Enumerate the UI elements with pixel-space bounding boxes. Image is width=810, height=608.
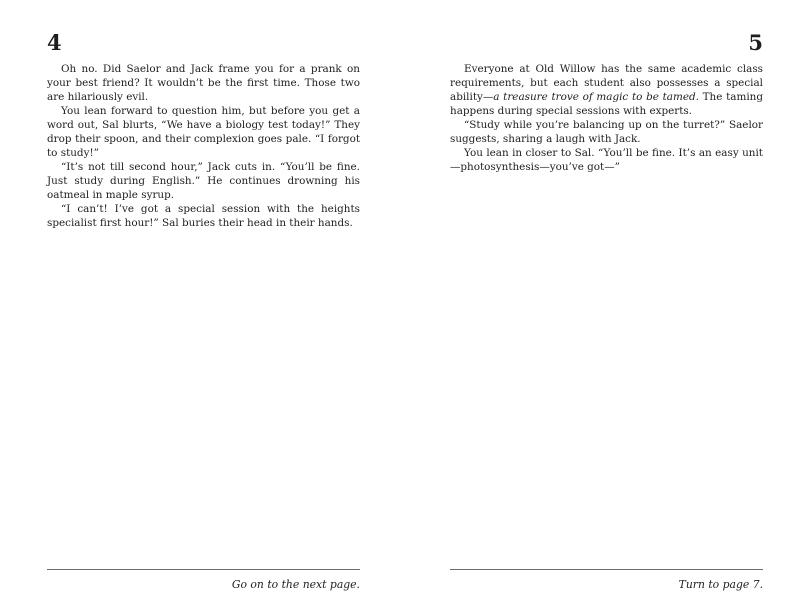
paragraph: You lean forward to question him, but before you get a word out, Sal blurts, “We have a biology test today!” They drop their spoon, and their complexion goes pale. “I forgot to study!” — [47, 105, 360, 159]
paragraph — [450, 62, 763, 118]
paragraph: You lean in closer to Sal. “You’ll be fine. It’s an easy unit—photosynthesis—you’ve got—” — [450, 147, 763, 173]
footer-divider — [450, 569, 763, 570]
paragraph: “I can’t! I’ve got a special session with the heights specialist first hour!” Sal buries their head in their hands. — [47, 203, 360, 229]
emphasized-text: a treasure trove of magic to be tamed — [493, 91, 696, 103]
right-page — [450, 0, 763, 608]
page-footer-instruction: Go on to the next page. — [231, 578, 360, 591]
paragraph-text: . The taming happens during special sessions with experts. — [450, 91, 763, 117]
footer-divider — [47, 569, 360, 570]
page-number: 5 — [748, 30, 763, 55]
paragraph: Oh no. Did Saelor and Jack frame you for a prank on your best friend? It wouldn’t be the first time. Those two are hilariously evil. — [47, 63, 360, 103]
left-page — [47, 0, 360, 608]
page-number: 4 — [47, 30, 62, 55]
page-body — [450, 62, 763, 174]
paragraph-text: Everyone at Old Willow has the same academic class requirements, but each student also possesses a special ability— — [450, 63, 763, 103]
paragraph: “Study while you’re balancing up on the turret?” Saelor suggests, sharing a laugh with Jack. — [450, 119, 763, 145]
page-body — [47, 62, 360, 230]
paragraph: “It’s not till second hour,” Jack cuts in. “You’ll be fine. Just study during English.” He continues drowning his oatmeal in maple syrup. — [47, 161, 360, 201]
page-footer-instruction: Turn to page 7. — [678, 578, 763, 591]
